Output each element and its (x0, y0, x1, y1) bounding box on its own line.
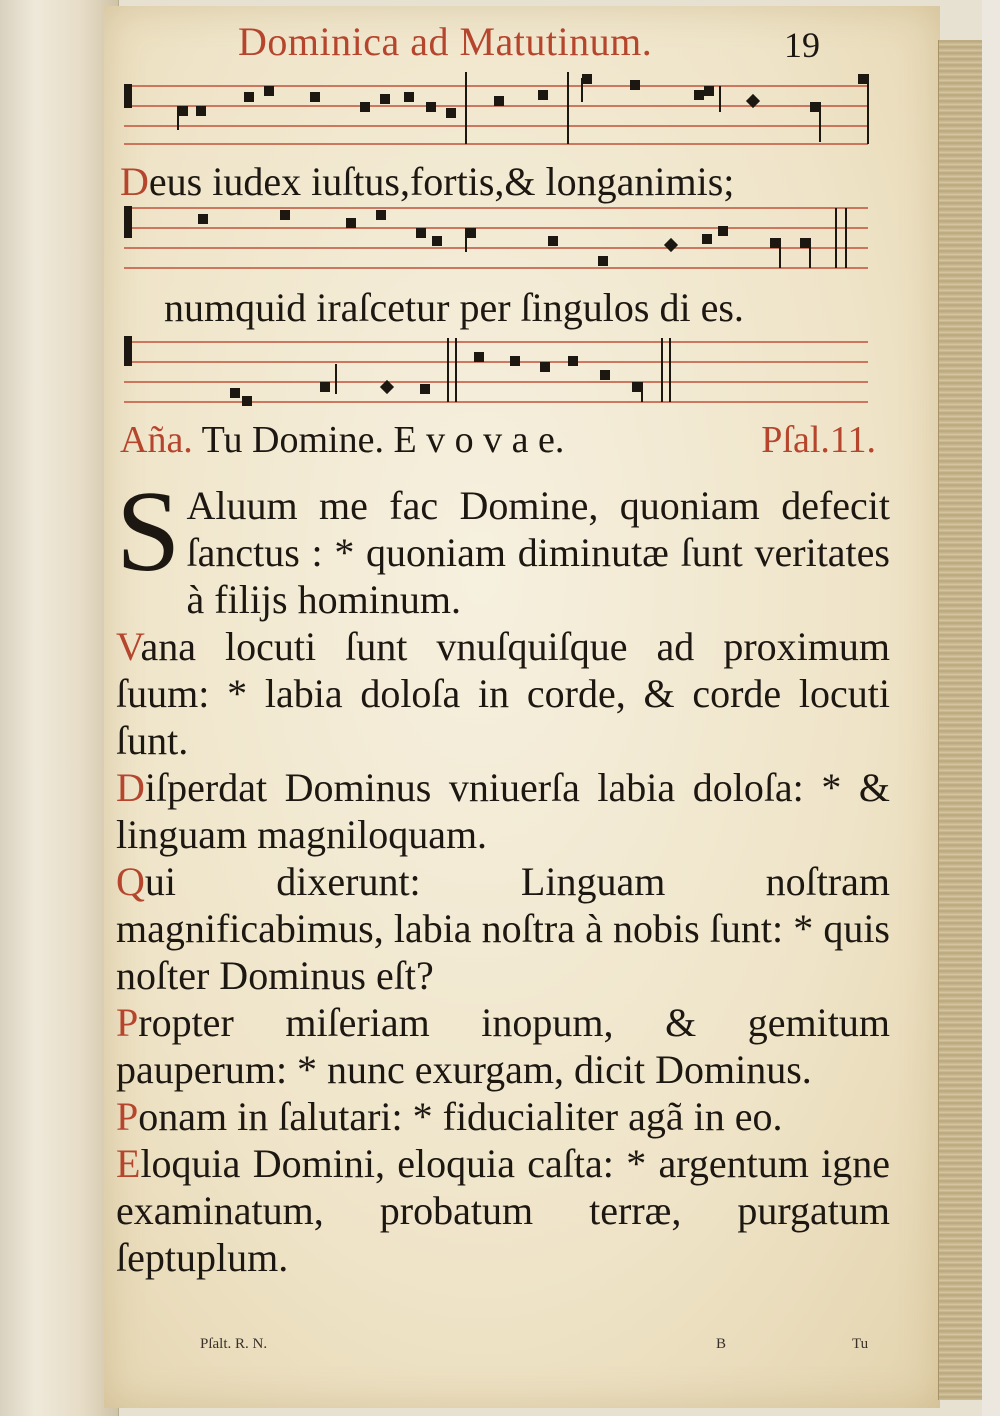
signature-mark: B (716, 1336, 727, 1352)
chant-staff-2 (120, 204, 872, 280)
verse-text: ropter miſeriam inopum, & gemitum pauperum: * nunc exurgam, dicit Dominus. (116, 1000, 890, 1092)
book-spine (0, 0, 119, 1416)
chant-lyric-1 (120, 158, 734, 205)
catchword: Tu (852, 1336, 869, 1352)
chant-lyric-2: numquid iraſcetur per ſingulos di es. (164, 285, 744, 330)
verse-text: ui dixerunt: Linguam noſtram magnificabimus, labia noſtra à nobis ſunt: * quis noſter Dominus eſt? (116, 859, 890, 998)
verse-1 (116, 468, 890, 623)
verse-initial: P (116, 1094, 139, 1139)
verse-3 (116, 764, 890, 858)
chant-staff-1 (120, 72, 872, 148)
drop-cap: S (116, 468, 181, 596)
antiphon-line (120, 418, 876, 462)
verse-4 (116, 858, 890, 999)
verse-text: iſperdat Dominus vniuerſa labia doloſa: * & linguam magniloquam. (116, 765, 890, 857)
background-strip (982, 0, 1000, 1416)
running-head: Dominica ad Matutinum. (238, 19, 653, 64)
psalm-verses (116, 468, 890, 1281)
verse-initial: V (116, 624, 141, 669)
page-edge (938, 40, 983, 1400)
verse-7 (116, 1140, 890, 1281)
psalm-reference: Pſal.11. (761, 419, 876, 461)
verse-initial: Q (116, 859, 145, 904)
verse-6 (116, 1093, 890, 1140)
verse-5 (116, 999, 890, 1093)
antiphon-text: Tu Domine. E v o v a e. (201, 419, 565, 461)
verse-text: onam in ſalutari: * fiducialiter agã in eo. (138, 1094, 783, 1139)
verse-2 (116, 623, 890, 764)
chant-initial: D (120, 159, 149, 204)
verse-initial: D (116, 765, 145, 810)
verse-initial: E (116, 1141, 141, 1186)
verse-text: ana locuti ſunt vnuſquiſque ad proximum ſuum: * labia doloſa in corde, & corde locuti ſunt. (116, 624, 890, 763)
chant-text-1: eus iudex iuſtus,fortis,& longanimis; (148, 159, 735, 204)
page-number: 19 (784, 25, 820, 65)
verse-text: Aluum me fac Domine, quoniam defecit ſanctus : * quoniam diminutæ ſunt veritates à filijs hominum. (186, 483, 890, 622)
chant-staff-3 (120, 334, 872, 410)
verse-initial: P (116, 1000, 139, 1045)
verse-text: loquia Domini, eloquia caſta: * argentum igne examinatum, probatum terræ, purgatum ſeptuplum. (116, 1141, 890, 1280)
antiphon-label: Aña. (120, 419, 193, 461)
footer-left: Pſalt. R. N. (200, 1336, 268, 1352)
